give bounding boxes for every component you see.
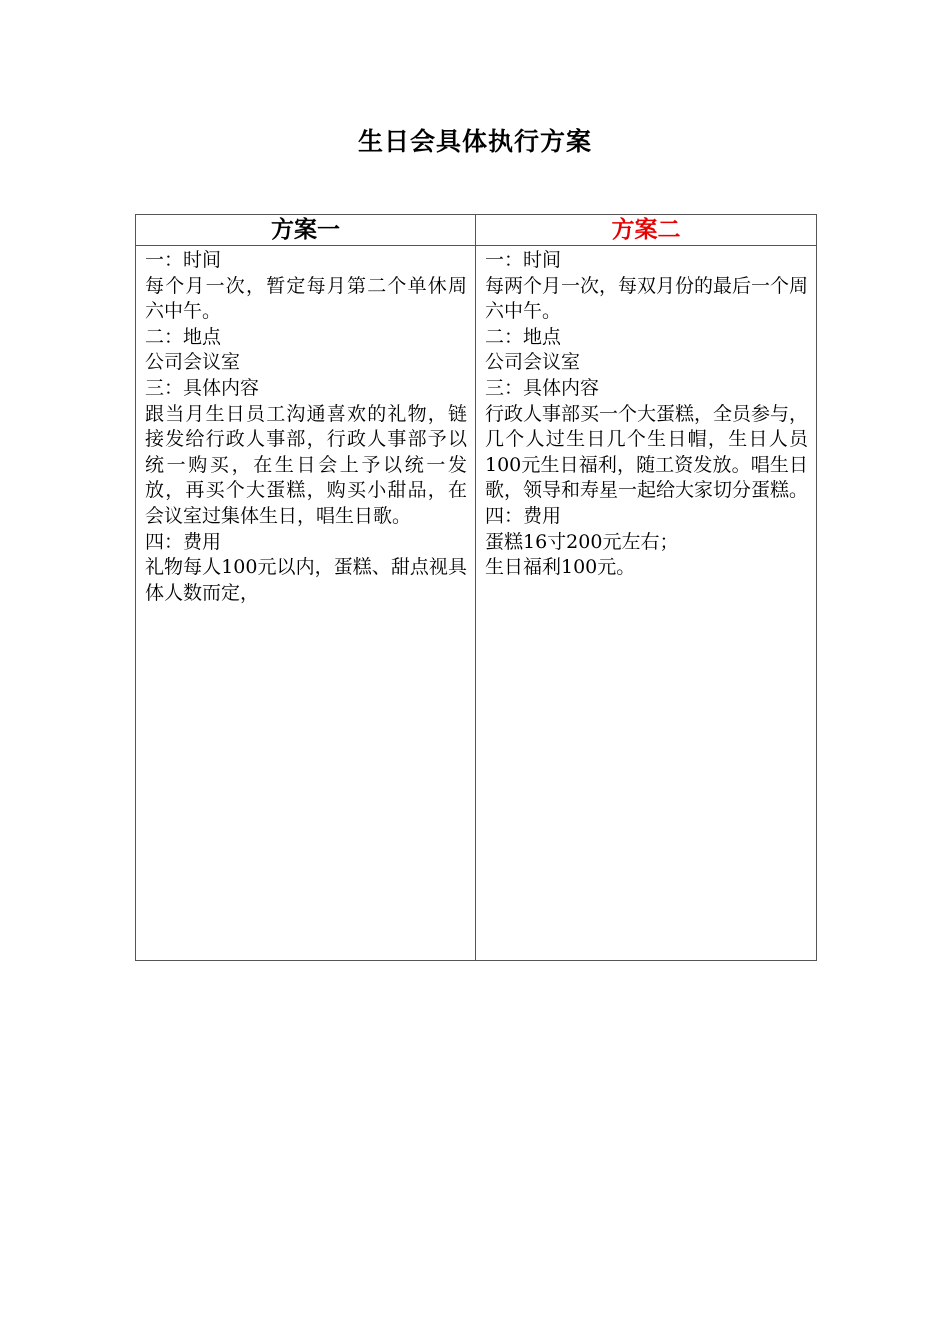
page-title: 生日会具体执行方案 — [357, 127, 592, 156]
plan-two-content — [476, 246, 817, 961]
table-header-row — [136, 215, 817, 246]
plan-one-place-heading: 二：地点 — [145, 325, 222, 348]
plan-one-content — [136, 246, 476, 961]
plan-one-time-text: 每个月一次，暂定每月第二个单休周六中午。 — [145, 274, 467, 323]
plan-one-content-text: 跟当月生日员工沟通喜欢的礼物，链接发给行政人事部，行政人事部予以统一购买，在生日会上予以统一发放，再买个大蛋糕，购买小甜品，在会议室过集体生日，唱生日歌。 — [145, 402, 467, 527]
plan-two-content-text: 行政人事部买一个大蛋糕，全员参与，几个人过生日几个生日帽，生日人员100元生日福利，随工资发放。唱生日歌，领导和寿星一起给大家切分蛋糕。 — [485, 402, 809, 502]
plan-two-content-heading: 三：具体内容 — [485, 376, 600, 399]
plan-one-header: 方案一 — [136, 215, 476, 246]
plan-two-cost-welfare: 生日福利100元。 — [485, 556, 636, 579]
plan-comparison-table — [135, 214, 817, 961]
plan-two-cost-cake: 蛋糕16寸200元左右； — [485, 530, 679, 553]
plan-one-cost-heading: 四：费用 — [145, 530, 222, 553]
plan-two-place-text: 公司会议室 — [485, 351, 581, 374]
plan-one-time-heading: 一：时间 — [145, 249, 222, 271]
plan-one-place-text: 公司会议室 — [145, 351, 241, 374]
plan-two-time-text: 每两个月一次，每双月份的最后一个周六中午。 — [485, 274, 809, 323]
plan-two-header: 方案二 — [476, 215, 817, 246]
plan-one-content-heading: 三：具体内容 — [145, 376, 260, 399]
plan-two-place-heading: 二：地点 — [485, 325, 562, 348]
plan-one-cost-text: 礼物每人100元以内，蛋糕、甜点视具体人数而定， — [145, 556, 467, 604]
plan-two-time-heading: 一：时间 — [485, 249, 562, 271]
table-row — [136, 246, 817, 961]
plan-two-cost-heading: 四：费用 — [485, 504, 562, 527]
